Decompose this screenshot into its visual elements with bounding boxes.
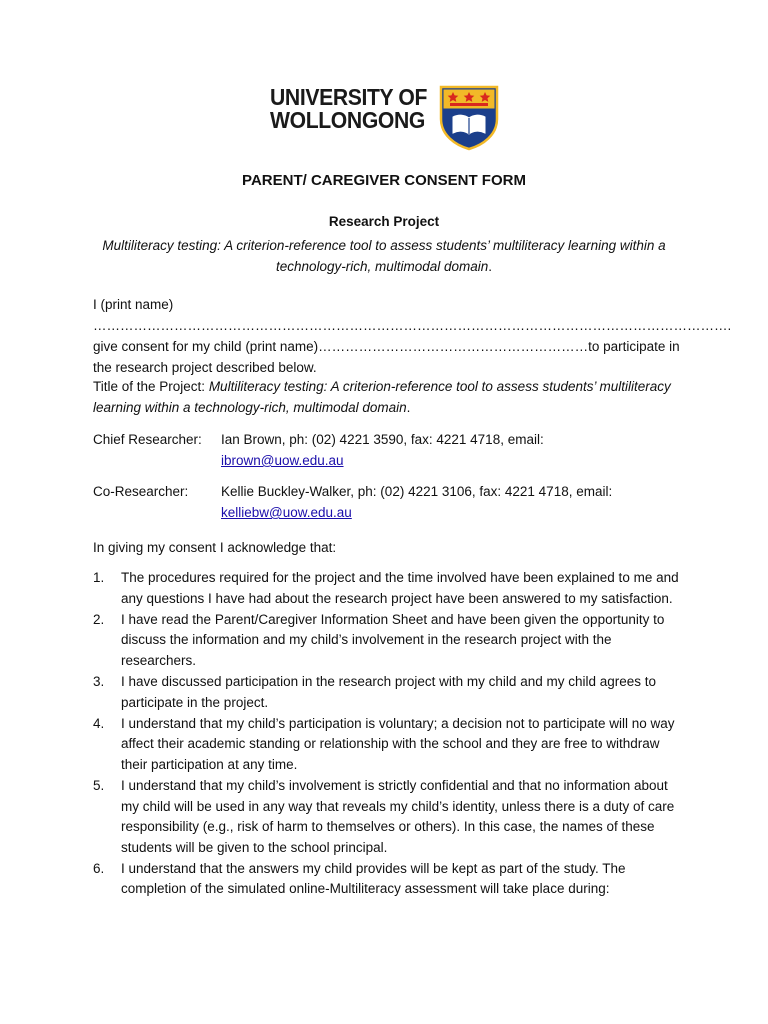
print-name-paragraph: I (print name) ……………………………………………………………………………………………………………………………. give consent for my child (print name)……………………………………………………to participate in the research project described below. xyxy=(93,297,732,375)
list-item-number: 5. xyxy=(93,777,105,793)
list-item-number: 3. xyxy=(93,673,105,689)
project-title-end-period: . xyxy=(406,400,411,415)
logo-wordmark xyxy=(270,86,427,132)
list-item-text: I have discussed participation in the research project with my child and my child agrees to participate in the project. xyxy=(121,673,657,710)
form-title: PARENT/ CAREGIVER CONSENT FORM xyxy=(242,172,526,189)
list-item-number: 2. xyxy=(93,611,105,627)
project-title-text: Multiliteracy testing: A criterion-reference tool to assess students’ multiliteracy learning within a technology-rich, multimodal domain xyxy=(102,238,666,274)
list-item-text: The procedures required for the project and the time involved have been explained to me and any questions I have had about the research project have been answered to my satisfaction. xyxy=(121,570,679,606)
list-item xyxy=(93,776,683,858)
list-item xyxy=(93,672,683,713)
co-researcher-label: Co-Researcher: xyxy=(93,484,189,499)
acknowledge-intro: In giving my consent I acknowledge that: xyxy=(93,540,337,555)
chief-researcher-details xyxy=(221,429,691,471)
project-title-label: Title of the Project: xyxy=(93,379,209,394)
logo-line-2: WOLLONGONG xyxy=(270,107,426,133)
list-item xyxy=(93,610,683,672)
list-item-number: 1. xyxy=(93,570,105,585)
chief-researcher-contact: Ian Brown, ph: (02) 4221 3590, fax: 4221 4718, email: xyxy=(221,432,544,447)
list-item-text: I understand that my child’s involvement is strictly confidential and that no information about my child will be used in any way that reveals my child’s identity, unless there is a duty of care responsibility (e.g., risk of harm to themselves or others). In this case, the names of these students will be given to the school principal. xyxy=(121,777,675,855)
chief-researcher-label: Chief Researcher: xyxy=(93,432,202,447)
list-item-number: 6. xyxy=(93,860,105,876)
university-logo xyxy=(270,86,502,152)
project-title-italic xyxy=(100,235,668,277)
project-title-italic-text: Multiliteracy testing: A criterion-reference tool to assess students’ multiliteracy learning within a technology-rich, multimodal domain xyxy=(93,379,671,415)
university-crest-icon xyxy=(439,85,499,151)
project-title-paragraph xyxy=(93,376,683,418)
acknowledge-list xyxy=(93,568,683,901)
list-item-text: I understand that my child’s participation is voluntary; a decision not to participate will no way affect their academic standing or relationship with the school and they are free to withdraw their participation at any time. xyxy=(121,715,675,772)
chief-researcher-email-link[interactable]: ibrown@uow.edu.au xyxy=(221,453,344,468)
co-researcher-email-link[interactable]: kelliebw@uow.edu.au xyxy=(221,505,352,520)
list-item-text: I understand that the answers my child provides will be kept as part of the study. The completion of the simulated online-Multiliteracy assessment will take place during: xyxy=(121,860,626,897)
list-item-text: I have read the Parent/Caregiver Information Sheet and have been given the opportunity to discuss the information and my child’s involvement in the research project with the researchers. xyxy=(121,611,665,668)
co-researcher-details xyxy=(221,481,691,523)
list-item xyxy=(93,568,683,609)
list-item-number: 4. xyxy=(93,715,105,731)
section-heading: Research Project xyxy=(328,214,440,229)
list-item xyxy=(93,714,683,776)
list-item xyxy=(93,859,683,900)
logo-line-1: UNIVERSITY OF xyxy=(270,84,428,110)
co-researcher-contact: Kellie Buckley-Walker, ph: (02) 4221 3106, fax: 4221 4718, email: xyxy=(221,484,613,499)
project-title-period: . xyxy=(488,259,493,274)
